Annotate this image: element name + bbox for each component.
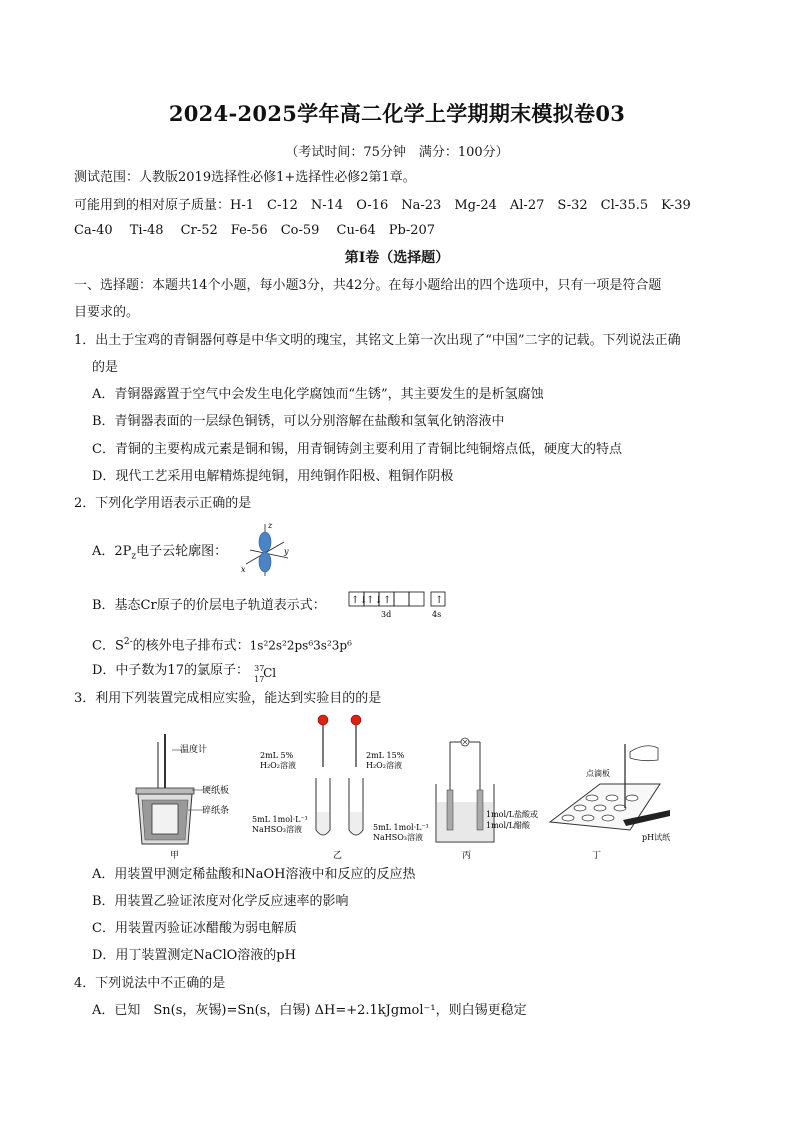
q3-option-d: D．用丁装置测定NaClO溶液的pH [92,948,296,963]
svg-text:↑↓: ↑↓ [366,595,383,606]
q1-option-b: B．青铜器表面的一层绿色铜锈，可以分别溶解在盐酸和氢氧化钠溶液中 [92,414,505,429]
svg-text:pH试纸: pH试纸 [642,833,671,842]
q2-option-d: D．中子数为17的氯原子： 37 17 Cl [92,661,279,681]
q1-stem-line-2: 的是 [92,360,119,375]
q2-option-c: C．$S^{2-}$的核外电子排布式：1s²2s²2ps⁶3s²3p⁶ [92,637,352,654]
svg-text:碎纸条: 碎纸条 [202,806,230,816]
section-title: 第Ⅰ卷（选择题） [344,250,450,266]
pz-orbital-diagram [232,520,292,580]
s2-electron-config: 1s²2s²2ps⁶3s²3p⁶ [249,638,352,653]
svg-text:丁: 丁 [592,851,602,861]
q1-option-a: A．青铜器露置于空气中会发生电化学腐蚀而“生锈”，其主要发生的是析氢腐蚀 [92,387,544,402]
q4-stem: 4．下列说法中不正确的是 [74,976,226,991]
q3-option-c: C．用装置丙验证冰醋酸为弱电解质 [92,921,297,936]
q3-stem: 3．利用下列装置完成相应实验，能达到实验目的的是 [74,691,382,706]
svg-text:甲: 甲 [170,851,180,861]
svg-text:NaHSO₃溶液: NaHSO₃溶液 [373,833,423,842]
apparatus-jia [136,734,229,861]
svg-text:NaHSO₃溶液: NaHSO₃溶液 [252,825,302,834]
atomic-mass-line-2: Ca-40 Ti-48 Cr-52 Fe-56 Co-59 Cu-64 Pb-207 [74,223,436,238]
svg-text:5mL 1mol·L⁻¹: 5mL 1mol·L⁻¹ [252,815,308,824]
q2-a-suffix: 电子云轮廓图： [136,544,228,559]
q2-a-label: A． [92,544,115,559]
axis-z-label: z [268,521,273,530]
exam-time-info: （考试时间：75分钟 满分：100分） [285,145,509,160]
svg-text:2mL 5%: 2mL 5% [260,751,294,760]
page-title: 2024-2025学年高二化学上学期期末模拟卷03 [168,101,626,126]
apparatus-yi [252,715,429,861]
cr-orbital-diagram [348,590,448,620]
q2-stem: 2．下列化学用语表示正确的是 [74,496,252,511]
q1-option-d: D．现代工艺采用电解精炼提纯铜，用纯铜作阳极、粗铜作阴极 [92,469,454,484]
q3-option-b: B．用装置乙验证浓度对化学反应速率的影响 [92,894,349,909]
svg-text:点滴板: 点滴板 [586,769,610,778]
apparatus-bing [436,738,538,861]
svg-text:温度计: 温度计 [180,745,208,755]
label-3d: 3d [381,610,392,619]
svg-text:丙: 丙 [462,851,472,861]
atomic-mass-line-1: 可能用到的相对原子质量：H-1 C-12 N-14 O-16 Na-23 Mg-24 Al-27 S-32 Cl-35.5 K-39 [74,198,691,213]
svg-text:↑: ↑ [383,595,392,606]
svg-text:乙: 乙 [333,851,343,861]
svg-text:2mL 15%: 2mL 15% [366,751,405,760]
label-4s: 4s [432,610,442,619]
svg-text:1mol/L盐酸或: 1mol/L盐酸或 [486,810,539,819]
axis-y-label: y [284,547,289,556]
svg-text:H₂O₂溶液: H₂O₂溶液 [260,761,296,770]
q2-a-orbital-sub: z [131,551,137,562]
q2-option-b: B．基态Cr原子的价层电子轨道表示式： [92,598,326,613]
svg-text:5mL 1mol·L⁻¹: 5mL 1mol·L⁻¹ [373,823,429,832]
instructions-line-2: 目要求的。 [74,305,140,320]
svg-text:1mol/L醋酸: 1mol/L醋酸 [486,821,531,830]
q2-a-orbital: 2P [114,544,132,559]
apparatus-ding [550,744,670,861]
q4-option-a: A．已知 Sn(s，灰锡)=Sn(s，白锡) ΔH=+2.1kJgmol⁻¹，则白锡更稳定 [92,1003,527,1018]
axis-x-label: x [241,565,246,574]
svg-text:硬纸板: 硬纸板 [202,786,230,796]
q1-stem-line-1: 1．出土于宝鸡的青铜器何尊是中华文明的瑰宝，其铭文上第一次出现了“中国”二字的记载。下列说法正确 [74,333,681,348]
svg-text:↑↓: ↑↓ [351,595,368,606]
instructions-line-1: 一、选择题：本题共14个小题，每小题3分，共42分。在每小题给出的四个选项中，只有一项是符合题 [74,278,662,293]
q3-option-a: A．用装置甲测定稀盐酸和NaOH溶液中和反应的反应热 [92,867,416,882]
svg-text:↑: ↑ [435,595,444,606]
q1-option-c: C．青铜的主要构成元素是铜和锡，用青铜铸剑主要利用了青铜比纯铜熔点低，硬度大的特点 [92,442,622,457]
q2-option-a [92,542,227,567]
q3-apparatus-figure [130,712,690,862]
chlorine-nuclide: 37 17 Cl [254,664,277,684]
test-scope: 测试范围：人教版2019选择性必修1+选择性必修2第1章。 [74,170,416,185]
svg-text:H₂O₂溶液: H₂O₂溶液 [366,761,402,770]
